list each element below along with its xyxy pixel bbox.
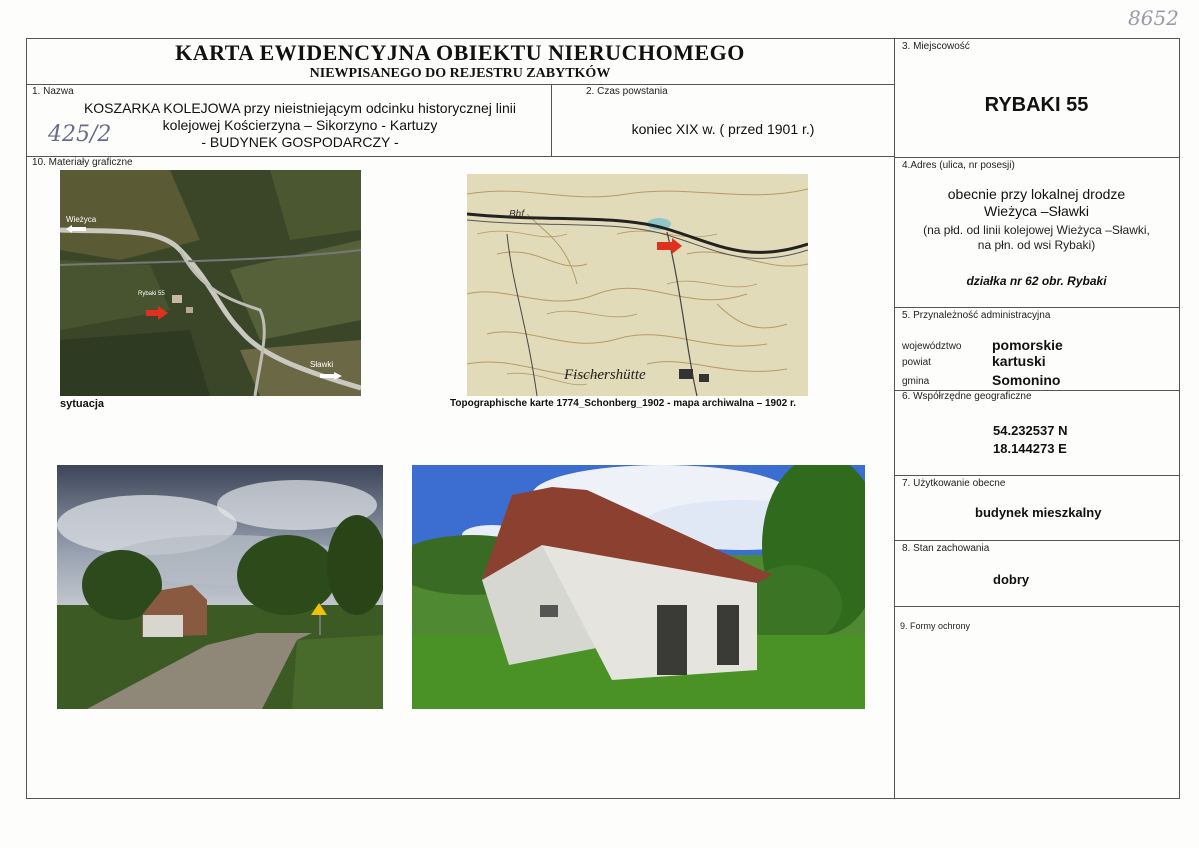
address-line4: na płn. od wsi Rybaki) [977,238,1096,252]
commune-value: Somonino [992,372,1061,388]
handwritten-number: 425/2 [48,122,112,147]
divider-4-5 [894,307,1179,308]
page-title: KARTA EWIDENCYJNA OBIEKTU NIERUCHOMEGO [175,40,745,65]
address-line3: (na płd. od linii kolejowej Wieżyca –Sławki, [923,223,1150,237]
corner-number: 8652 [1128,6,1179,30]
divider-6-7 [894,475,1179,476]
section5-label: 5. Przynależność administracyjna [902,310,1051,321]
section1-label: 1. Nazwa [32,86,74,97]
right-column-divider [894,38,895,799]
topographic-map [467,174,808,396]
section3-label: 3. Miejscowość [902,41,970,52]
aerial-label-wiezyca: Wieżyca [66,215,97,224]
address-note [894,223,1179,253]
condition-value: dobry [993,572,1030,587]
longitude-value: 18.144273 E [993,441,1067,456]
frame-right [1179,38,1180,799]
divider-3-4 [894,157,1179,158]
aerial-caption: sytuacja [60,398,105,410]
object-name [40,100,560,151]
section6-label: 6. Współrzędne geograficzne [902,391,1032,402]
frame-left [26,38,27,799]
building-photo [412,465,865,709]
address-line2: Wieżyca –Sławki [983,203,1090,219]
object-name-line2: kolejowej Kościerzyna – Sikorzyno - Kartuzy [162,117,438,133]
address-block [894,186,1179,220]
latitude-value: 54.232537 N [993,423,1068,438]
frame-top [26,38,1180,39]
section7-label: 7. Użytkowanie obecne [902,478,1006,489]
voivodeship-key: województwo [902,341,962,352]
location-arrow-icon [146,306,168,320]
section4-label: 4.Adres (ulica, nr posesji) [902,160,1015,171]
parcel-number: działka nr 62 obr. Rybaki [966,274,1107,288]
voivodeship-value: pomorskie [992,337,1063,353]
current-use-value: budynek mieszkalny [975,505,1102,520]
header-divider [26,84,894,85]
frame-bottom [26,798,1180,799]
construction-date: koniec XIX w. ( przed 1901 r.) [631,121,815,137]
page-subtitle: NIEWPISANEGO DO REJESTRU ZABYTKÓW [309,66,611,81]
aerial-label-slawki: Sławki [310,360,334,369]
map-label-fischershutte: Fischershütte [564,367,646,383]
section8-label: 8. Stan zachowania [902,543,990,554]
road-photo [57,465,383,709]
commune-key: gmina [902,376,930,387]
object-name-line1: KOSZARKA KOLEJOWA przy nieistniejącym odcinku historycznej linii [83,100,517,116]
county-value: kartuski [992,353,1046,369]
map-caption: Topographische karte 1774_Schonberg_1902 - mapa archiwalna – 1902 r. [450,398,797,409]
locality-value: RYBAKI 55 [984,94,1089,116]
object-name-line3: - BUDYNEK GOSPODARCZY - [201,134,399,150]
aerial-label-rybaki: Rybaki 55 [138,291,165,297]
address-line1: obecnie przy lokalnej drodze [947,186,1126,202]
divider-8-9 [894,606,1179,607]
map-label-bhf: Bhf. [509,209,527,220]
section10-label: 10. Materiały graficzne [32,157,133,168]
section2-label: 2. Czas powstania [586,86,668,97]
aerial-photo [60,170,361,396]
arrow-right-icon [320,372,342,380]
section9-label: 9. Formy ochrony [900,621,971,631]
county-key: powiat [902,357,931,368]
name-divider [26,156,894,157]
arrow-left-icon [66,225,86,233]
divider-7-8 [894,540,1179,541]
